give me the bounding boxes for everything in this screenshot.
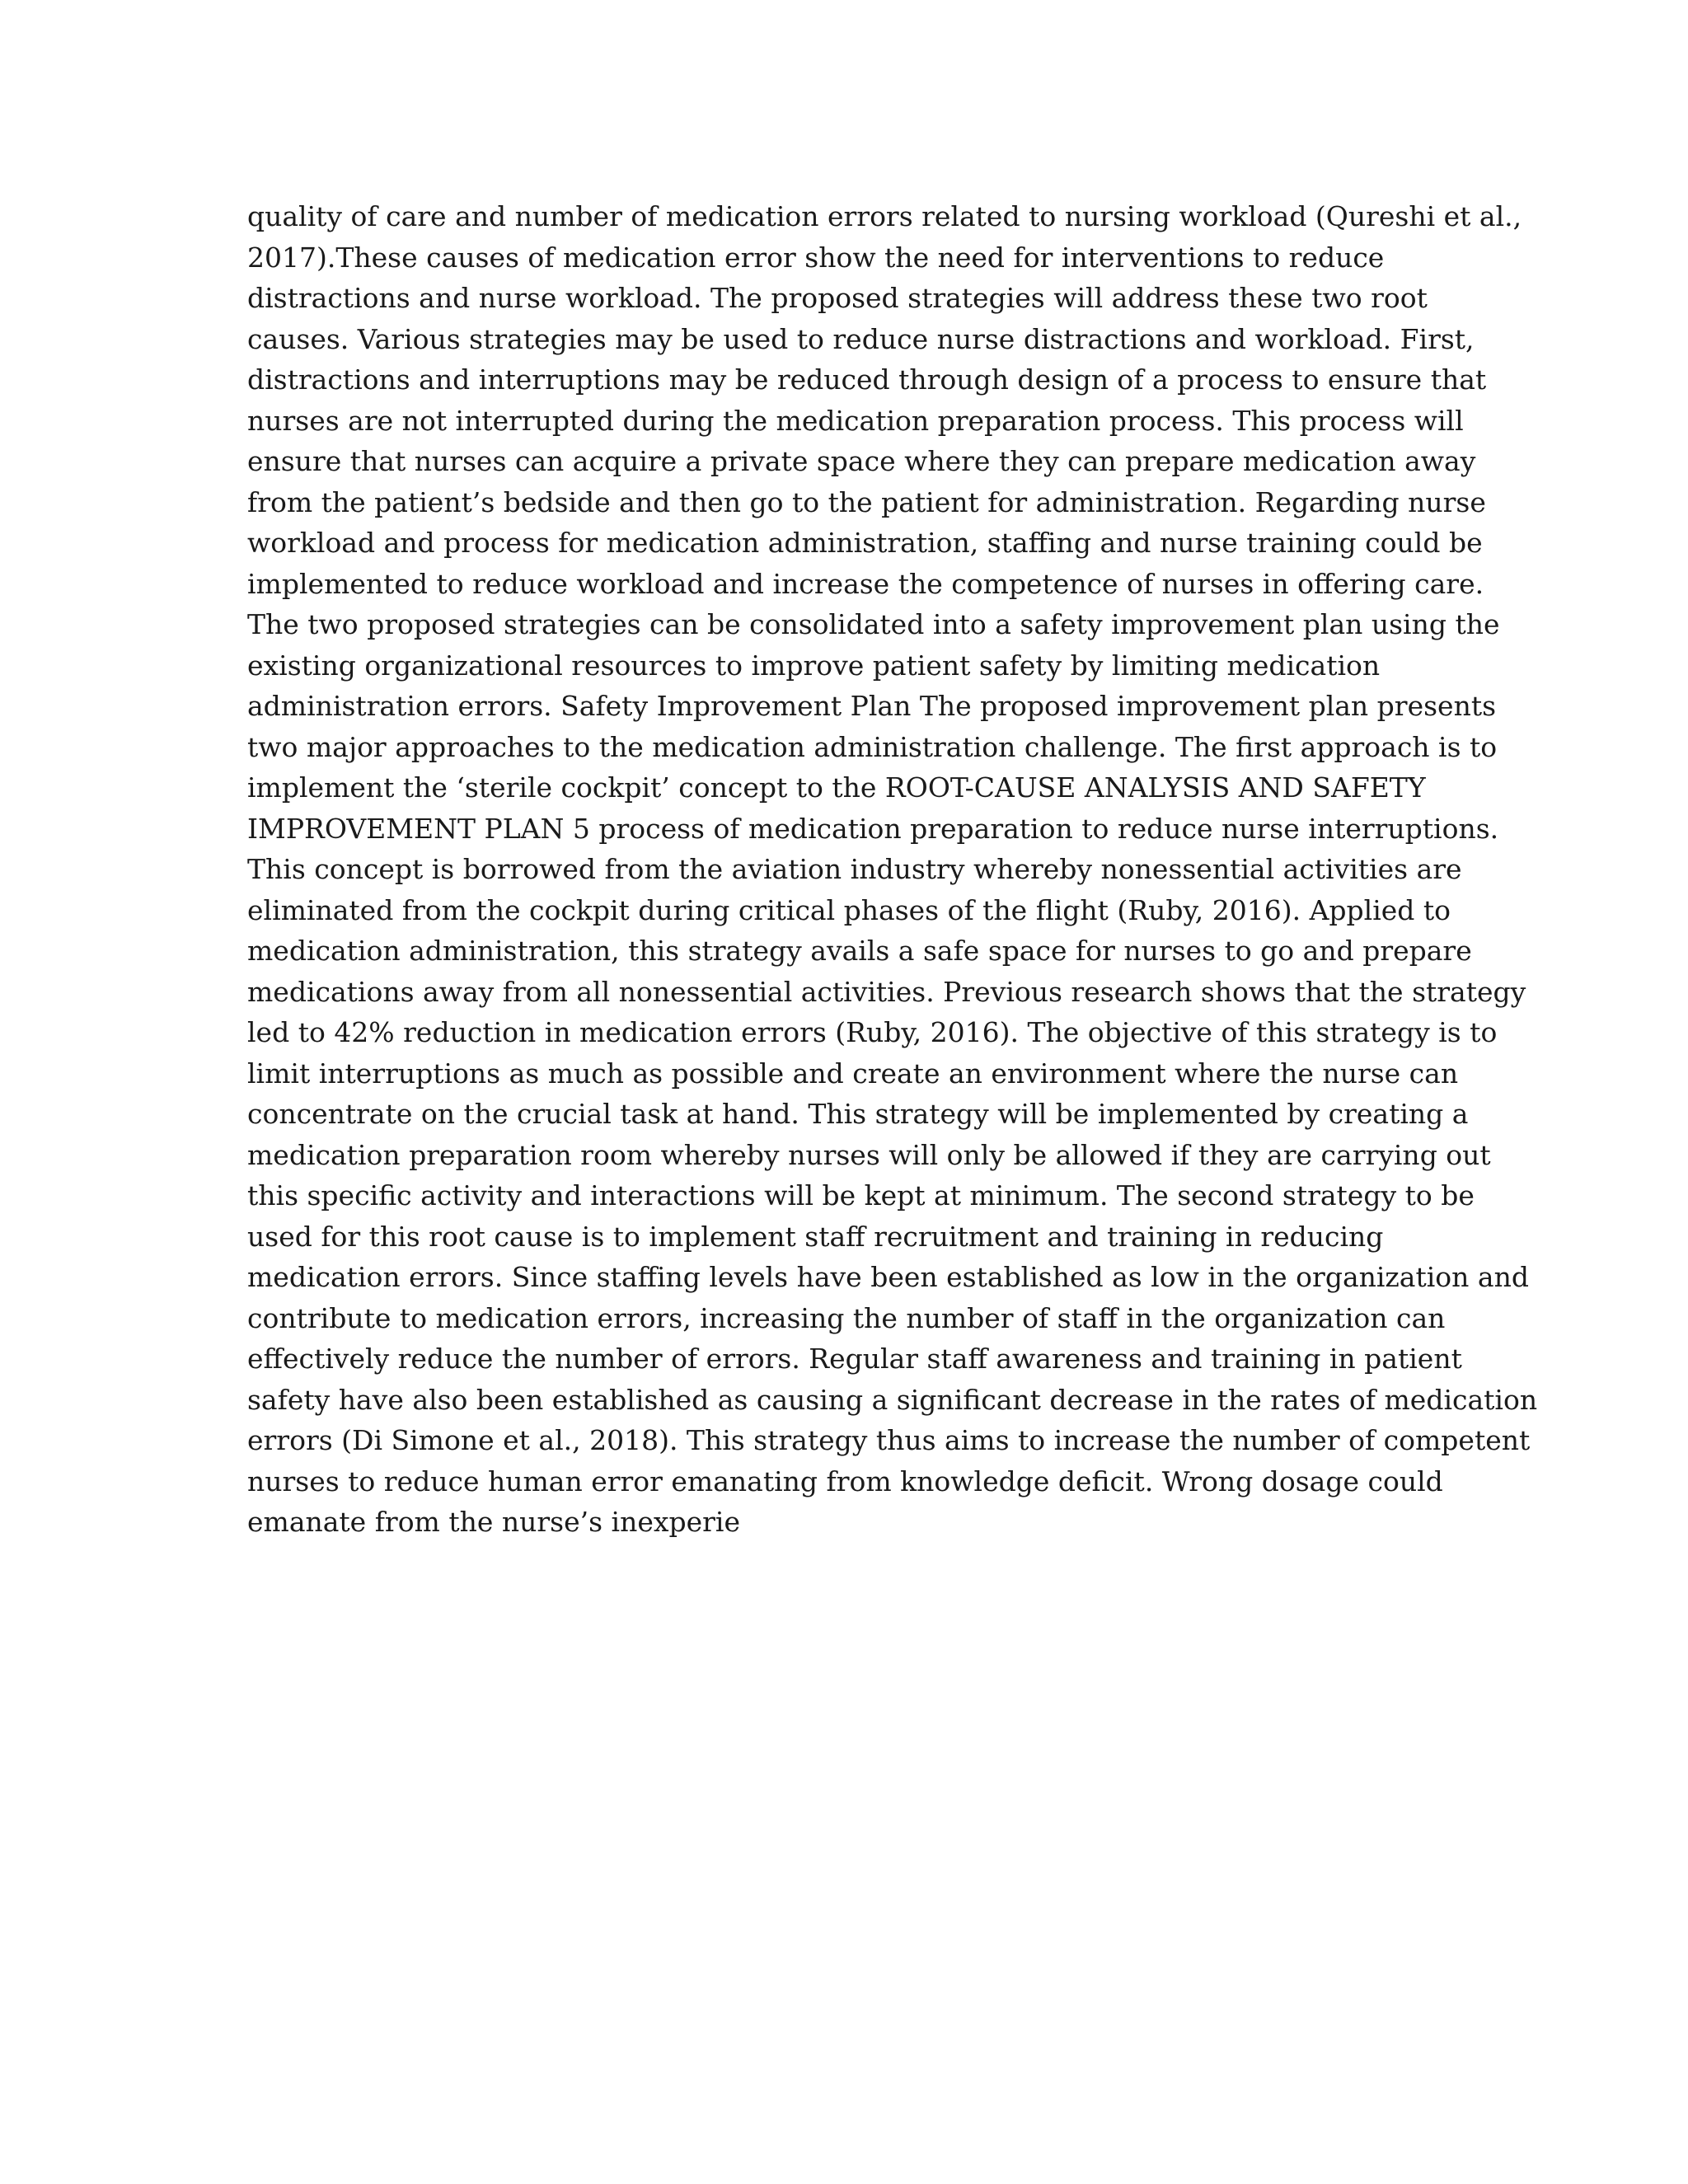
text-line: workload and process for medication administration, staffing and nurse training could be xyxy=(247,527,1483,559)
text-line: eliminated from the cockpit during critical phases of the flight (Ruby, 2016). Applied to xyxy=(247,893,1451,926)
text-line: distractions and interruptions may be reduced through design of a process to ensure that xyxy=(247,363,1487,396)
text-line: implemented to reduce workload and increase the competence of nurses in offering care. xyxy=(247,567,1484,600)
text-line: implement the ‘sterile cockpit’ concept to the ROOT-CAUSE ANALYSIS AND SAFETY xyxy=(247,771,1426,804)
text-line: limit interruptions as much as possible and create an environment where the nurse can xyxy=(247,1057,1459,1090)
text-line: IMPROVEMENT PLAN 5 process of medication preparation to reduce nurse interruptions. xyxy=(247,812,1499,845)
text-line: nurses are not interrupted during the medication preparation process. This process will xyxy=(247,404,1464,437)
text-line: emanate from the nurse’s inexperie xyxy=(247,1506,740,1538)
text-line: from the patient’s bedside and then go to the patient for administration. Regarding nurse xyxy=(247,485,1486,518)
text-line: this specific activity and interactions will be kept at minimum. The second strategy to be xyxy=(247,1179,1475,1212)
text-line: errors (Di Simone et al., 2018). This strategy thus aims to increase the number of competent xyxy=(247,1424,1531,1456)
text-line: distractions and nurse workload. The proposed strategies will address these two root xyxy=(247,282,1428,314)
body-paragraph xyxy=(247,196,1538,1543)
text-line: This concept is borrowed from the aviation industry whereby nonessential activities are xyxy=(247,853,1462,885)
text-line: 2017).These causes of medication error show the need for interventions to reduce xyxy=(247,241,1385,274)
text-line: quality of care and number of medication errors related to nursing workload (Qureshi et al., xyxy=(247,200,1522,232)
text-line: effectively reduce the number of errors. Regular staff awareness and training in patient xyxy=(247,1343,1462,1375)
text-line: led to 42% reduction in medication errors (Ruby, 2016). The objective of this strategy is to xyxy=(247,1016,1498,1048)
text-line: medication preparation room whereby nurses will only be allowed if they are carrying out xyxy=(247,1138,1491,1171)
text-line: safety have also been established as causing a significant decrease in the rates of medication xyxy=(247,1383,1538,1416)
text-line: existing organizational resources to improve patient safety by limiting medication xyxy=(247,649,1381,682)
text-line: nurses to reduce human error emanating from knowledge deficit. Wrong dosage could xyxy=(247,1465,1443,1497)
text-line: medication errors. Since staffing levels have been established as low in the organization and xyxy=(247,1261,1529,1293)
text-line: causes. Various strategies may be used to reduce nurse distractions and workload. First, xyxy=(247,322,1475,355)
text-line: ensure that nurses can acquire a private space where they can prepare medication away xyxy=(247,445,1476,477)
text-line: The two proposed strategies can be consolidated into a safety improvement plan using the xyxy=(247,608,1500,640)
text-line: administration errors. Safety Improvement Plan The proposed improvement plan presents xyxy=(247,690,1497,722)
text-line: two major approaches to the medication administration challenge. The first approach is to xyxy=(247,730,1498,763)
text-line: medications away from all nonessential activities. Previous research shows that the strategy xyxy=(247,975,1526,1008)
text-line: concentrate on the crucial task at hand. This strategy will be implemented by creating a xyxy=(247,1098,1469,1130)
text-line: used for this root cause is to implement staff recruitment and training in reducing xyxy=(247,1220,1384,1253)
text-line: medication administration, this strategy avails a safe space for nurses to go and prepare xyxy=(247,935,1472,967)
text-line: contribute to medication errors, increasing the number of staff in the organization can xyxy=(247,1301,1446,1334)
